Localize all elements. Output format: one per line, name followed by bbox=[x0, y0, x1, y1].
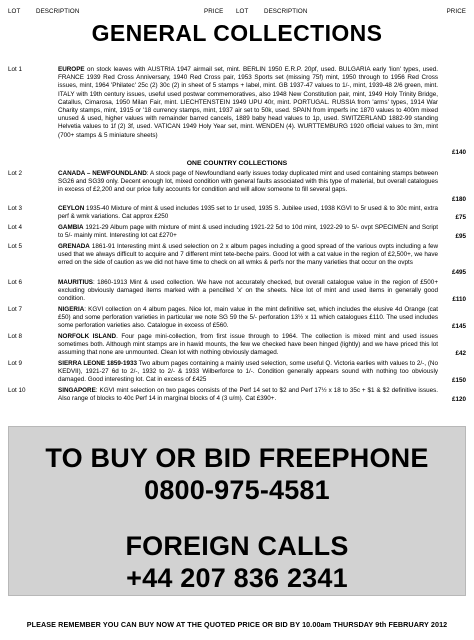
lot-number: Lot 8 bbox=[8, 333, 23, 340]
lot-text: on stock leaves with AUSTRIA 1947 airmail set, mint. BERLIN 1950 E.R.P. 20pf, used. BULGARIA early 'lion' types, used. FRANCE 1939 Red Cross Anniversary, 1940 Red Cross pair, 1953 Sports set (missing 75f) mint, 1950 through to 1956 Red Cross issues, mint, 1964 'Philatec' 25c (2) 30c (2) in sheet of 5 stamps + label, mint. GB 1937-47 values to 1/-, mint, 1939-48 2/6 green, mint. ITALY with 19th century issues, useful used postwar commemoratives, also 1948 New Constitution pair, mint, 1949 Holy Trinity Bridge, Catallus, Cimarosa, 1950 Milan Fair, mint. LIECHTENSTEIN 1949 UPU 40r, mint. PORTUGAL. RUSSIA from 'arms' types, 1914 War Charity stamps, mint, 1915 or '18 currency stamps, mint, 1937 air set to 50k, used. SPAIN from imperfs inc 1870 values to 400m mixed unused & used, higher values with remainder barred cancels, 1889 baby head values to 1p, used. SWITZERLAND 1882-99 standing Helvetia values to 1f (2) 3f, used. VATICAN 1949 Holy Year set, mint. WENDEN (4). WURTTEMBURG 1920 official values to 3m, mint (700+ stamps & 5 miniature sheets) bbox=[58, 66, 438, 139]
section-subheading: ONE COUNTRY COLLECTIONS bbox=[186, 160, 288, 167]
header-lot-2: LOT bbox=[236, 8, 249, 15]
lot-number: Lot 10 bbox=[8, 387, 26, 394]
lot-price: £495 bbox=[451, 268, 466, 276]
header-price: PRICE bbox=[204, 8, 224, 15]
lot-text: Two album pages containing a mainly used selection, some useful Q. Victoria earlies with values to 2/-, (No KEDVII), 1921-27 6d to 2/-, 1932 to 2/- & 1933 Wilberforce to 1/-. Condition generally appears sound with nothing too obviously damaged. Good interesting lot. Cat in excess of £425 bbox=[58, 360, 438, 384]
lot-item bbox=[8, 66, 466, 157]
lot-number: Lot 4 bbox=[8, 224, 23, 231]
lot-number: Lot 3 bbox=[8, 205, 23, 212]
lot-item bbox=[8, 360, 466, 385]
lot-number: Lot 9 bbox=[8, 360, 23, 367]
lot-text: : 1860-1913 Mint & used collection. We have not accurately checked, but overall catalogue value in the region of £500+ excluding obviously damaged items marked with a pencilled 'x' on the sheets. Nice lot of mint and used items in generally good condition. bbox=[58, 279, 438, 303]
contact-panel bbox=[8, 426, 466, 596]
lot-item bbox=[8, 243, 466, 277]
lot-name: GRENADA bbox=[58, 243, 90, 250]
lot-description bbox=[58, 224, 438, 240]
lot-price: £95 bbox=[455, 232, 466, 240]
lot-text: : KGVI collection on 4 album pages. Nice lot, main value in the mint definitive set, which includes the elusive 4d Orange (cat £50) and some perforation varieties in particular we note SG 59 the 5/- perforation 13½ x 11 which catalogues £110. The used includes some perforation varieties also. Catalogue in excess of £560. bbox=[58, 306, 438, 330]
lot-price: £150 bbox=[451, 376, 466, 384]
lot-name: SIERRA LEONE 1859-1933 bbox=[58, 360, 137, 367]
lot-description bbox=[58, 205, 438, 221]
lot-text: 1935-40 Mixture of mint & used includes 1935 set to 1r used, 1935 S. Jubilee used, 1938 KGVI to 5r used & to 30c mint, extra perf & wmk variations. Cat approx £250 bbox=[58, 205, 438, 221]
page-title: GENERAL COLLECTIONS bbox=[91, 20, 383, 46]
lot-name: NIGERIA bbox=[58, 306, 85, 313]
lot-description bbox=[58, 333, 438, 358]
lot-number: Lot 7 bbox=[8, 306, 23, 313]
header-description-2: DESCRIPTION bbox=[264, 8, 308, 15]
freephone-number[interactable]: 0800-975-4581 bbox=[144, 475, 330, 505]
lot-text: . Four page mini-collection, from first issue through to 1964. The collection is mixed mint and used issues sometimes both. Although mint stamps are in hawid mounts, the few we checked have been hinged (lightly) and we have priced this lot assuming that none are unmounted. Clean lot with nothing obviously damaged. bbox=[58, 333, 438, 357]
lot-description bbox=[58, 66, 438, 140]
lot-name: CANADA – NEWFOUNDLAND bbox=[58, 170, 147, 177]
lot-name: SINGAPORE bbox=[58, 387, 96, 394]
lot-text: : A stock page of Newfoundland early issues today duplicated mint and used containing stamps between SG26 and SG39 only. Decent enough lot, mixed condition with general faults associated with this type of material, but overall catalogues in excess of £2,200 and our price fully accounts for condition and will allow someone to fill several gaps. bbox=[58, 170, 438, 194]
lot-price: £145 bbox=[451, 322, 466, 330]
lot-description bbox=[58, 243, 438, 268]
footer-notice: PLEASE REMEMBER YOU CAN BUY NOW AT THE QUOTED PRICE OR BID BY 10.00am THURSDAY 9th FEBRUARY 2012 bbox=[26, 620, 448, 629]
lot-number: Lot 2 bbox=[8, 170, 23, 177]
lot-item bbox=[8, 205, 466, 222]
lot-name: MAURITIUS bbox=[58, 279, 93, 286]
lot-price: £140 bbox=[451, 148, 466, 156]
lot-description bbox=[58, 170, 438, 195]
header-lot: LOT bbox=[8, 8, 21, 15]
header-description: DESCRIPTION bbox=[36, 8, 80, 15]
lot-item bbox=[8, 279, 466, 304]
lot-item bbox=[8, 224, 466, 241]
lot-name: CEYLON bbox=[58, 205, 85, 212]
lot-item bbox=[8, 333, 466, 358]
lot-name: EUROPE bbox=[58, 66, 85, 73]
lot-description bbox=[58, 279, 438, 304]
lot-price: £120 bbox=[451, 395, 466, 403]
foreign-calls-number[interactable]: +44 207 836 2341 bbox=[126, 563, 348, 593]
lot-item bbox=[8, 306, 466, 331]
freephone-heading: TO BUY OR BID FREEPHONE bbox=[45, 443, 429, 473]
header-price-2: PRICE bbox=[446, 8, 466, 15]
lot-description bbox=[58, 387, 438, 403]
foreign-calls-heading: FOREIGN CALLS bbox=[125, 531, 349, 561]
lot-text: 1921-29 Album page with mixture of mint & used including 1921-22 5d to 10d mint, 1922-29 to 5/- ovpt SPECIMEN and Script to 5/- mainly mint. Interesting lot cat £270+ bbox=[58, 224, 438, 240]
lot-price: £110 bbox=[452, 295, 466, 303]
lot-text: : KGVI mint selection on two pages consists of the Perf 14 set to $2 and Perf 17½ x 18 to 35c + $1 & $2 definitive issues. Also range of blocks to 40c Perf 14 in marginal blocks of 4 (3 u/m). Cat £390+. bbox=[58, 387, 438, 403]
lot-name: GAMBIA bbox=[58, 224, 84, 231]
lot-price: £42 bbox=[455, 349, 466, 357]
lot-item bbox=[8, 170, 466, 204]
lot-text: 1861-91 Interesting mint & used selection on 2 x album pages including a good spread of the various ovpts including a few used that we always difficult to acquire and 7 different mint tete-beche pairs. Good lot with a cat value in the region of £2,500+, we have erred on the side of caution as we did not have time to check on all wmks & perfs nor the many varieties that occur on the ovpts bbox=[58, 243, 438, 267]
lot-number: Lot 5 bbox=[8, 243, 23, 250]
lot-item bbox=[8, 387, 466, 404]
column-header-row bbox=[8, 8, 466, 18]
lot-price: £180 bbox=[451, 195, 466, 203]
lot-name: NORFOLK ISLAND bbox=[58, 333, 117, 340]
lot-number: Lot 1 bbox=[8, 66, 23, 73]
lot-description bbox=[58, 306, 438, 331]
lot-number: Lot 6 bbox=[8, 279, 23, 286]
lot-description bbox=[58, 360, 438, 385]
lot-price: £75 bbox=[455, 213, 466, 221]
